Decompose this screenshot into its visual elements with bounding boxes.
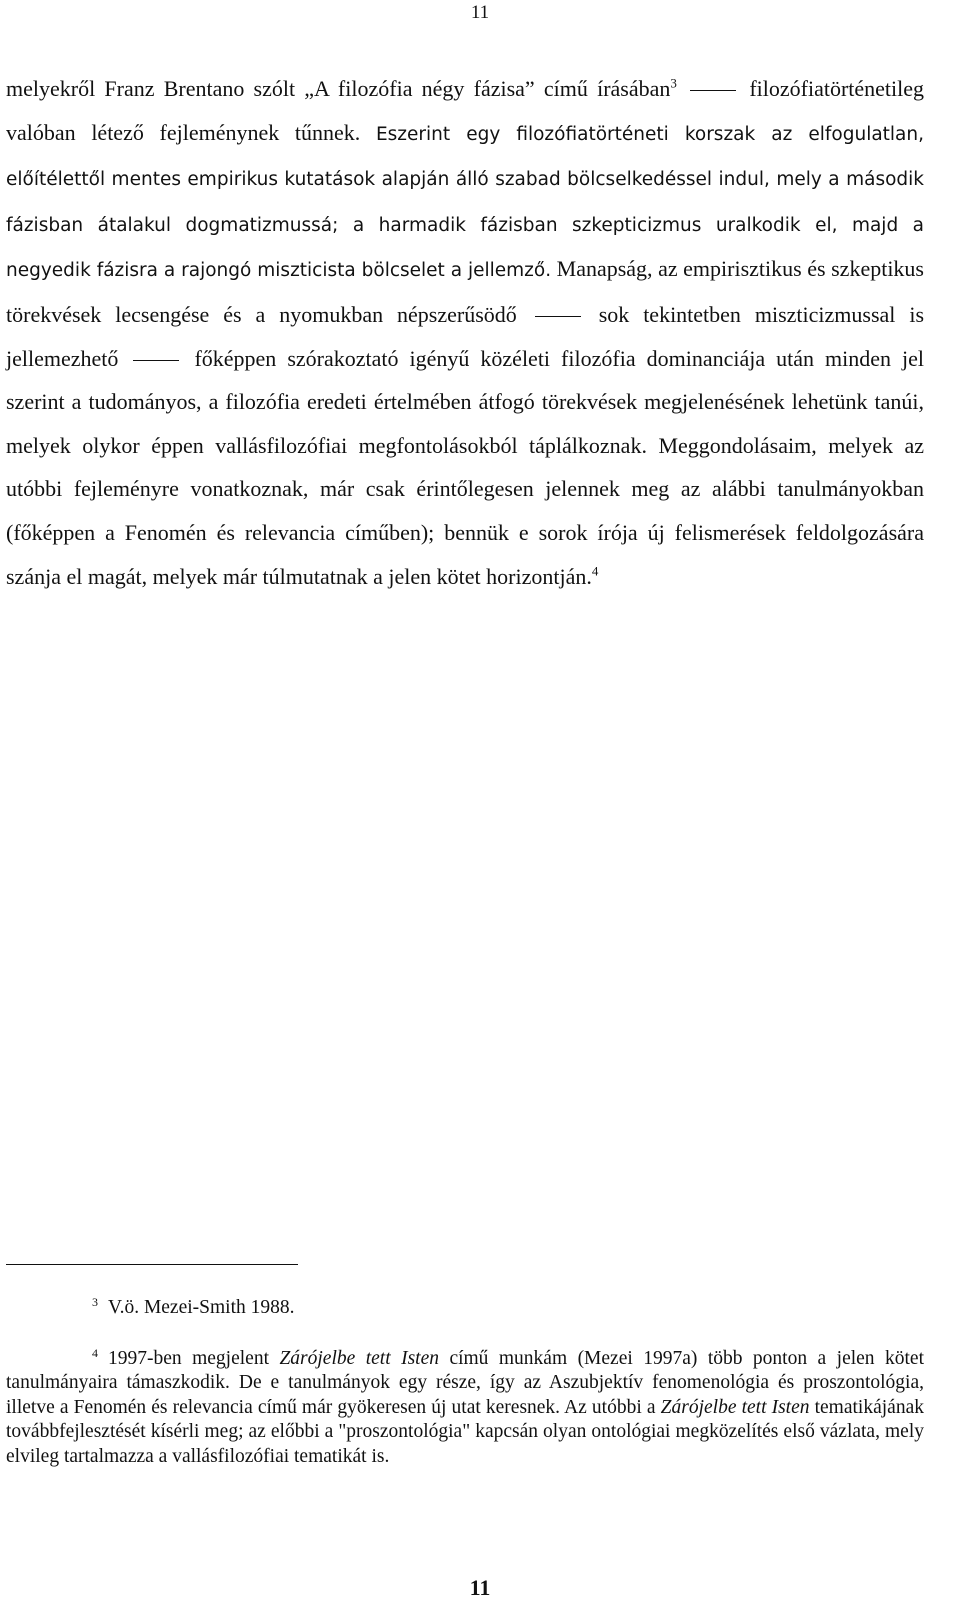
footnote-separator bbox=[6, 1264, 298, 1265]
page-number-top: 11 bbox=[470, 2, 490, 23]
footnote-4 bbox=[6, 1347, 924, 1469]
em-dash bbox=[535, 316, 581, 317]
footnote-4-text-e: tematikájának továbbfejlesztését kísérli meg; az előbbi a "proszontológia" kapcsán olyan ontológiai megközelítés első vázlata, mely elvileg tartalmazza a vallásfilozófiai tematikát is. bbox=[6, 1396, 924, 1467]
em-dash bbox=[690, 90, 736, 91]
footnote-4-title-2: Zárójelbe tett Isten bbox=[660, 1396, 810, 1418]
body-paragraph bbox=[6, 67, 924, 598]
em-dash bbox=[133, 360, 179, 361]
footnote-3-number: 3 bbox=[92, 1294, 98, 1309]
body-sentence-4: Manapság, az empirisztikus és szkeptikus törekvések lecsengése és a nyomukban népszerűsödő bbox=[6, 256, 924, 327]
footnote-4-text-a: 1997-ben megjelent bbox=[108, 1348, 269, 1369]
body-sentence-6: főképpen szórakoztató igényű közéleti filozófia dominanciája után minden jel szerint a tudományos, a filozófia eredeti értelmében átfogó törekvések megjelenésének lehetünk tanúi, melyek olykor éppen vallásfilozófiai megfontolásokból táplálkoznak. Meggondolásaim, melyek az utóbbi fejleményre vonatkoznak, már csak érintőlegesen jelennek meg az alábbi tanulmányokban (főképpen a Fenomén és relevancia címűben); bennük e sorok írója új felismerések feldolgozására szánja el magát, melyek már túlmutatnak a jelen kötet horizontján. bbox=[6, 345, 925, 589]
footnote-4-text-c: című munkám (Mezei 1997a) több ponton a jelen kötet tanulmányaira támaszkodik. De e tanulmányok egy része, így az Aszubjektív fenomenológia és proszontológia, illetve a Fenomén és relevancia című már gyökeresen új utat keresnek. Az utóbbi a bbox=[6, 1348, 924, 1418]
body-sentence-1: melyekről Franz Brentano szólt „A filozófia négy fázisa” című írásában bbox=[6, 76, 671, 101]
body-sentence-5: sok tekintetben miszticizmussal is jellemezhető bbox=[6, 301, 925, 371]
footnote-4-number: 4 bbox=[92, 1345, 98, 1360]
footnote-4-title-1: Zárójelbe tett Isten bbox=[279, 1348, 439, 1369]
footnote-3-text: V.ö. Mezei-Smith 1988. bbox=[108, 1297, 295, 1318]
footnote-ref-3[interactable]: 3 bbox=[670, 75, 677, 91]
footnote-ref-4[interactable]: 4 bbox=[591, 563, 599, 579]
body-sentence-2: filozófiatörténetileg valóban létező fejleménynek tűnnek. bbox=[6, 76, 925, 145]
footnote-3 bbox=[6, 1296, 960, 1320]
page-number-bottom: 11 bbox=[469, 1575, 491, 1600]
body-sentence-3: Eszerint egy filozófiatörténeti korszak az elfogulatlan, előítélettől mentes empirikus kutatások alapján álló szabad bölcselkedéssel indul, mely a második fázisban átalakul dogmatizmussá; a harmadik fázisban szkepticizmus uralkodik el, majd a negyedik fázisra a rajongó miszticista bölcselet a jellemző. bbox=[6, 123, 925, 282]
